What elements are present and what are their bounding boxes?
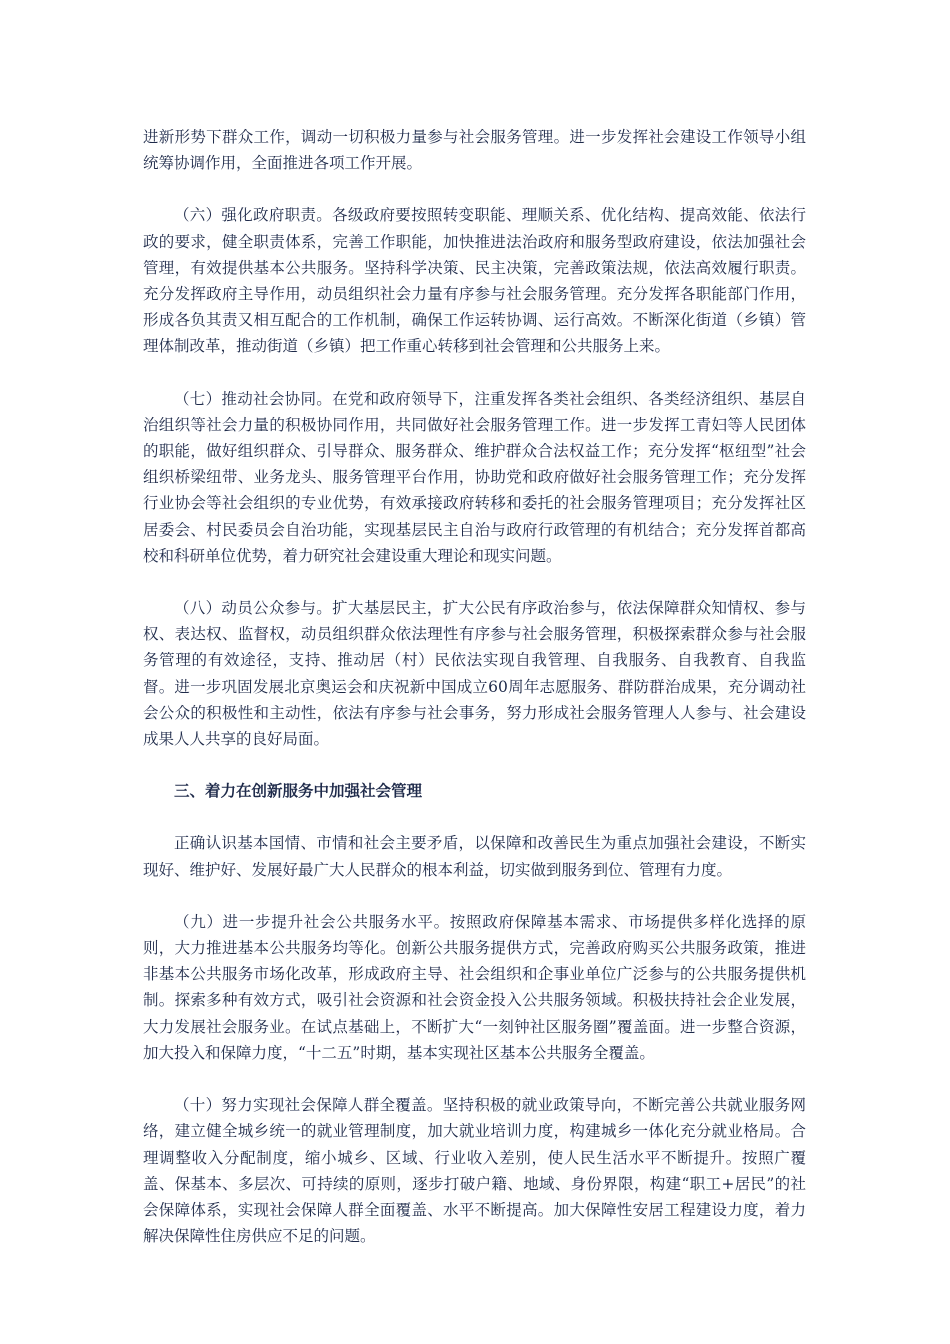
paragraph-continuation: 进新形势下群众工作，调动一切积极力量参与社会服务管理。进一步发挥社会建设工作领导小组统筹协调作用，全面推进各项工作开展。	[143, 128, 806, 173]
paragraph-section-intro: 正确认识基本国情、市情和社会主要矛盾，以保障和改善民生为重点加强社会建设，不断实现好、维护好、发展好最广大人民群众的根本利益，切实做到服务到位、管理有力度。	[143, 834, 806, 879]
paragraph-social-security: （十）努力实现社会保障人群全覆盖。坚持积极的就业政策导向，不断完善公共就业服务网络，建立健全城乡统一的就业管理制度，加大就业培训力度，构建城乡一体化充分就业格局。合理调整收入分配制度，缩小城乡、区域、行业收入差别，使人民生活水平不断提升。按照广覆盖、保基本、多层次、可持续的原则，逐步打破户籍、地域、身份界限，构建“职工+居民”的社会保障体系，实现社会保障人群全面覆盖、水平不断提高。加大保障性安居工程建设力度，着力解决保障性住房供应不足的问题。	[143, 1096, 806, 1246]
paragraph-social-coordination: （七）推动社会协同。在党和政府领导下，注重发挥各类社会组织、各类经济组织、基层自治组织等社会力量的积极协同作用，共同做好社会服务管理工作。进一步发挥工青妇等人民团体的职能，做好组织群众、引导群众、服务群众、维护群众合法权益工作；充分发挥“枢纽型”社会组织桥梁纽带、业务龙头、服务管理平台作用，协助党和政府做好社会服务管理工作；充分发挥行业协会等社会组织的专业优势，有效承接政府转移和委托的社会服务管理项目；充分发挥社区居委会、村民委员会自治功能，实现基层民主自治与政府行政管理的有机结合；充分发挥首都高校和科研单位优势，着力研究社会建设重大理论和现实问题。	[143, 389, 806, 565]
paragraph-government-duties: （六）强化政府职责。各级政府要按照转变职能、理顺关系、优化结构、提高效能、依法行政的要求，健全职责体系，完善工作职能，加快推进法治政府和服务型政府建设，依法加强社会管理，有效提供基本公共服务。坚持科学决策、民主决策，完善政策法规，依法高效履行职责。充分发挥政府主导作用，动员组织社会力量有序参与社会服务管理。充分发挥各职能部门作用，形成各负其责又相互配合的工作机制，确保工作运转协调、运行高效。不断深化街道（乡镇）管理体制改革，推动街道（乡镇）把工作重心转移到社会管理和公共服务上来。	[143, 206, 806, 356]
document-page	[143, 124, 806, 1275]
section-heading: 三、着力在创新服务中加强社会管理	[174, 782, 423, 801]
paragraph-public-participation: （八）动员公众参与。扩大基层民主，扩大公民有序政治参与，依法保障群众知情权、参与权、表达权、监督权，动员组织群众依法理性有序参与社会服务管理，积极探索群众参与社会服务管理的有效途径，支持、推动居（村）民依法实现自我管理、自我服务、自我教育、自我监督。进一步巩固发展北京奥运会和庆祝新中国成立60周年志愿服务、群防群治成果，充分调动社会公众的积极性和主动性，依法有序参与社会事务，努力形成社会服务管理人人参与、社会建设成果人人共享的良好局面。	[143, 599, 806, 749]
paragraph-public-service: （九）进一步提升社会公共服务水平。按照政府保障基本需求、市场提供多样化选择的原则，大力推进基本公共服务均等化。创新公共服务提供方式，完善政府购买公共服务政策，推进非基本公共服务市场化改革，形成政府主导、社会组织和企事业单位广泛参与的公共服务提供机制。探索多种有效方式，吸引社会资源和社会资金投入公共服务领域。积极扶持社会企业发展，大力发展社会服务业。在试点基础上，不断扩大“一刻钟社区服务圈”覆盖面。进一步整合资源，加大投入和保障力度，“十二五”时期，基本实现社区基本公共服务全覆盖。	[143, 912, 806, 1062]
